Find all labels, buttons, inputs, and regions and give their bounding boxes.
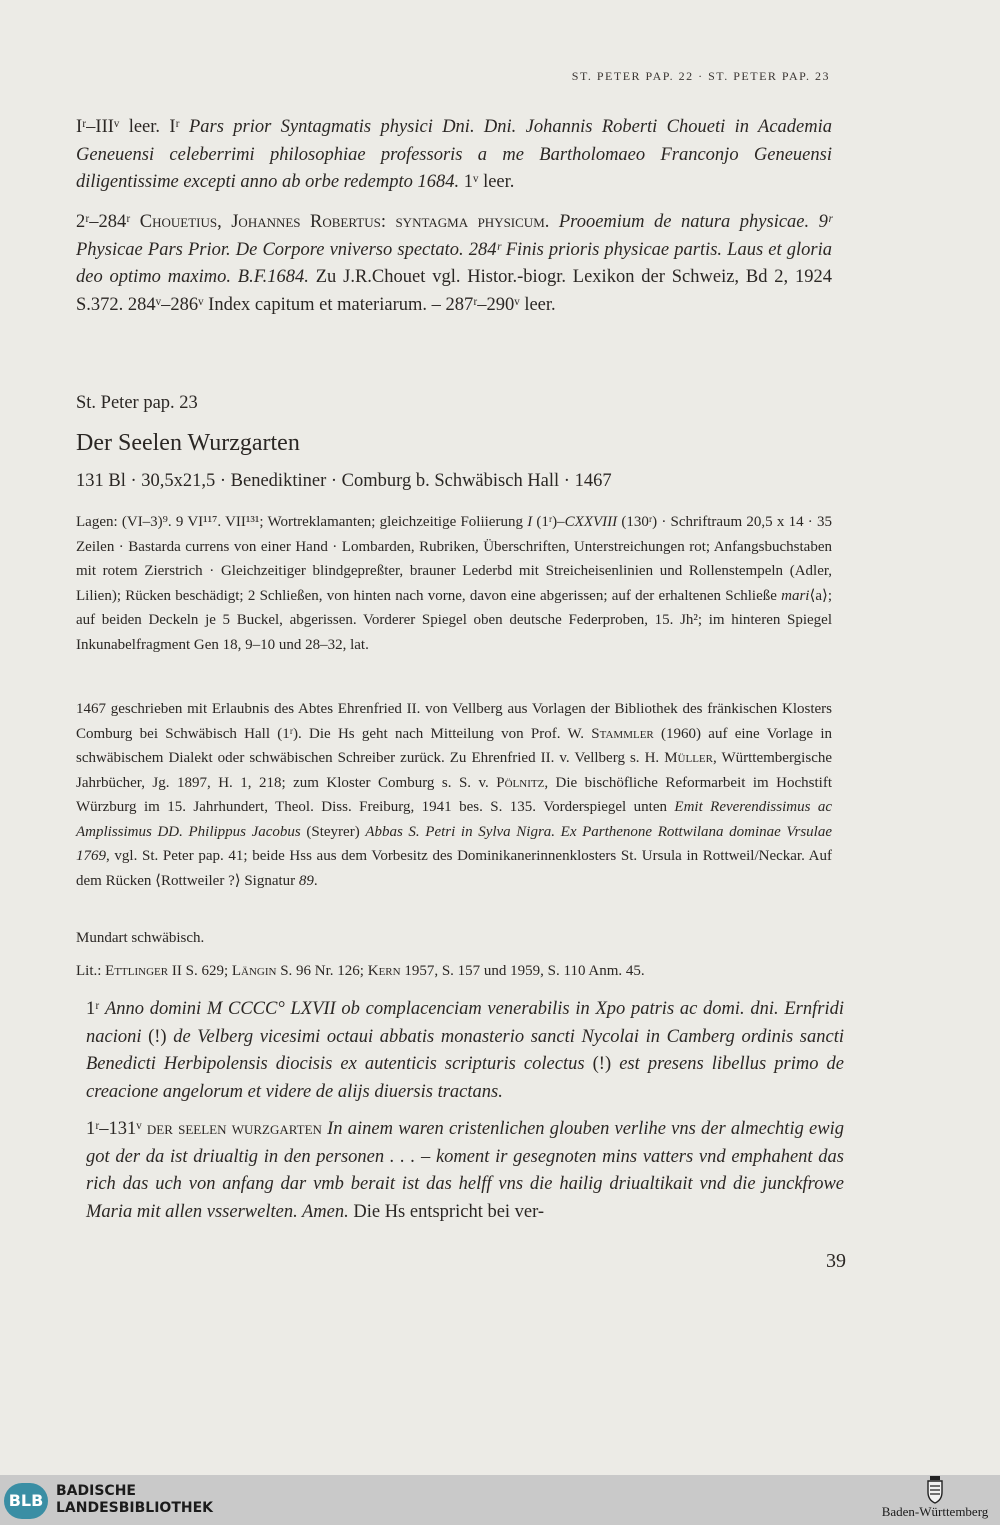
text-run: Die Hs entspricht bei ver- <box>348 1201 545 1222</box>
text-run: Ettlinger <box>105 963 169 979</box>
text-run: (1960) auf eine Vorlage in schwäbischem Dialekt oder schwäbischen Schreiber zurück. Zu Ehrenfried II. v. Vellberg s. H. <box>76 725 832 766</box>
literature-line <box>76 959 832 984</box>
text-run: Iʳ–IIIᵛ leer. Iʳ <box>76 117 189 137</box>
text-run: Pölnitz <box>496 774 545 791</box>
running-head: ST. PETER PAP. 22 · ST. PETER PAP. 23 <box>571 69 830 83</box>
text-run: der seelen wurzgarten <box>146 1119 322 1139</box>
page-number: 39 <box>826 1250 846 1272</box>
text-run: Prooemium de natura physicae. 9ʳ Physicae Pars Prior. De Corpore vniverso spectato. 284ʳ Finis prioris physicae partis. Laus et gloria deo optimo maximo. B.F.1684. <box>76 212 832 287</box>
text-run: est presens libellus primo de creacione angelorum et videre de alijs diuersis tractans. <box>86 1054 845 1102</box>
blb-logo-icon[interactable]: BLB <box>4 1483 48 1519</box>
text-run: Abbas S. Petri in Sylva Nigra. Ex Parthenone Rottwilana dominae Vrsulae 1769 <box>76 823 832 864</box>
library-name-line-1: BADISCHE <box>56 1483 136 1499</box>
text-run: CXXVIII <box>564 514 618 530</box>
text-run: (!) <box>141 1026 174 1047</box>
text-run: S. 96 Nr. 126; <box>276 963 368 979</box>
text-run: 89 <box>298 872 314 889</box>
entry22-paragraph-2 <box>76 209 832 319</box>
text-run: Anno domini M CCCC° LXVII ob complacenciam venerabilis in Xpo patris ac domi. dni. Ernfridi nacioni <box>86 999 844 1047</box>
text-run: (1ʳ)– <box>532 514 565 530</box>
colophon-paragraph <box>86 996 844 1106</box>
dialect-note: Mundart schwäbisch. <box>76 930 205 946</box>
text-run: II S. 629; <box>168 963 232 979</box>
shelfmark: St. Peter pap. 23 <box>76 393 198 413</box>
history-paragraph <box>76 697 832 893</box>
text-run: Chouetius, Johannes Robertus: syntagma physicum. <box>139 212 550 232</box>
text-run: I <box>527 514 533 530</box>
entry-title: Der Seelen Wurzgarten <box>76 430 300 456</box>
text-run: Kern <box>367 963 401 979</box>
text-run: , vgl. St. Peter pap. 41; beide Hss aus dem Vorbesitz des Dominikanerinnenklosters St. Ursula in Rottweil/Neckar. Auf dem Rücken ⟨Rottweiler ?⟩ Signatur <box>76 848 832 889</box>
library-name <box>56 1483 213 1517</box>
text-run: (130ʳ) · Schriftraum 20,5 x 14 · 35 Zeilen · Bastarda currens von einer Hand · Lombarden, Rubriken, Überschriften, Unterstreichungen rot; Anfangsbuchstaben mit rotem Zierstrich · Gleichzeitiger blindgepreßter, brauner Lederbd mit Streicheisenlinien und Rollenstempeln (Adler, Lilien); Rücken beschädigt; 2 Schließen, von hinten nach vorne, davon eine abgerissen; auf der erhaltenen Schließe <box>76 514 833 604</box>
library-name-line-2: LANDESBIBLIOTHEK <box>56 1500 214 1516</box>
text-run: ⟨a⟩; auf beiden Deckeln je 5 Buckel, abgerissen. Vorderer Spiegel oben deutsche Federproben, 15. Jh²; im hinteren Spiegel Inkunabelfragment Gen 18, 9–10 und 28–32, lat. <box>76 587 832 653</box>
text-run: . <box>313 872 318 889</box>
text-run: Lit.: <box>76 963 106 979</box>
text-run: 1ʳ <box>86 999 105 1019</box>
text-run: Lagen: (VI–3)⁹. 9 VI¹¹⁷. VII¹³¹; Wortreklamanten; gleichzeitige Foliierung <box>76 514 528 530</box>
text-run: , Württembergische Jahrbücher, Jg. 1897, H. 1, 218; zum Kloster Comburg s. S. v. <box>76 750 833 791</box>
text-run: (!) <box>584 1054 620 1074</box>
entry-metadata: 131 Bl · 30,5x21,5 · Benediktiner · Comburg b. Schwäbisch Hall · 1467 <box>76 471 612 491</box>
contents-paragraph <box>86 1116 844 1226</box>
text-run: 1ᵛ leer. <box>459 172 515 192</box>
baden-wuerttemberg-logo[interactable] <box>874 1476 996 1519</box>
text-run: In ainem waren cristenlichen glouben verlihe vns der almechtig ewig got der da ist driualtig in den personen . . . – koment ir gesegnoten mins vatters vnd emphahent das rich das uch von anfang dar vmb berait ist das helff vns die hailig driualtikait vnd die junckfrowe Maria mit allen vsserwelten. Amen. <box>86 1119 844 1222</box>
text-run: Emit Reverendissimus ac Amplissimus DD. Philippus Jacobus <box>76 799 832 840</box>
footer-bar <box>0 1475 1000 1525</box>
text-run: Längin <box>231 963 277 979</box>
coat-of-arms-icon <box>925 1476 945 1504</box>
text-run: Pars prior Syntagmatis physici Dni. Dni. Johannis Roberti Choueti in Academia Geneuensi celeberrimi philosophiae professoris a me Bartholomaeo Franconjo Geneuensi diligentissime excepti anno ab orbe redempto 1684. <box>76 117 832 192</box>
text-run: mari <box>781 587 810 604</box>
text-run: Stammler <box>591 725 654 742</box>
text-run: Müller <box>664 750 713 766</box>
text-run: de Velberg vicesimi octaui abbatis monasterio sancti Nycolai in Camberg ordinis sancti Benedicti Herbipolensis diocisis ex autenticis scripturis colectus <box>86 1026 844 1074</box>
text-run: 1957, S. 157 und 1959, S. 110 Anm. 45. <box>400 963 645 979</box>
codicology-paragraph <box>76 510 832 657</box>
text-run: 2ʳ–284ʳ <box>76 212 140 232</box>
text-run: 1ʳ–131ᵛ <box>86 1119 147 1139</box>
text-run: (Steyrer) <box>300 823 366 840</box>
text-run: Zu J.R.Chouet vgl. Histor.-biogr. Lexikon der Schweiz, Bd 2, 1924 S.372. 284ᵛ–286ᵛ Index capitum et materiarum. – 287ʳ–290ᵛ leer. <box>76 267 833 315</box>
entry22-paragraph-1 <box>76 114 832 197</box>
text-run: 1467 geschrieben mit Erlaubnis des Abtes Ehrenfried II. von Vellberg aus Vorlagen der Bibliothek des fränkischen Klosters Comburg bei Schwäbisch Hall (1ʳ). Die Hs geht nach Mitteilung von Prof. W. <box>76 701 832 742</box>
text-run: , Die bischöfliche Reformarbeit im Hochstift Würzburg im 15. Jahrhundert, Theol. Diss. Freiburg, 1941 bes. S. 135. Vorderspiegel unten <box>76 774 832 815</box>
state-name: Baden-Württemberg <box>881 1504 989 1519</box>
